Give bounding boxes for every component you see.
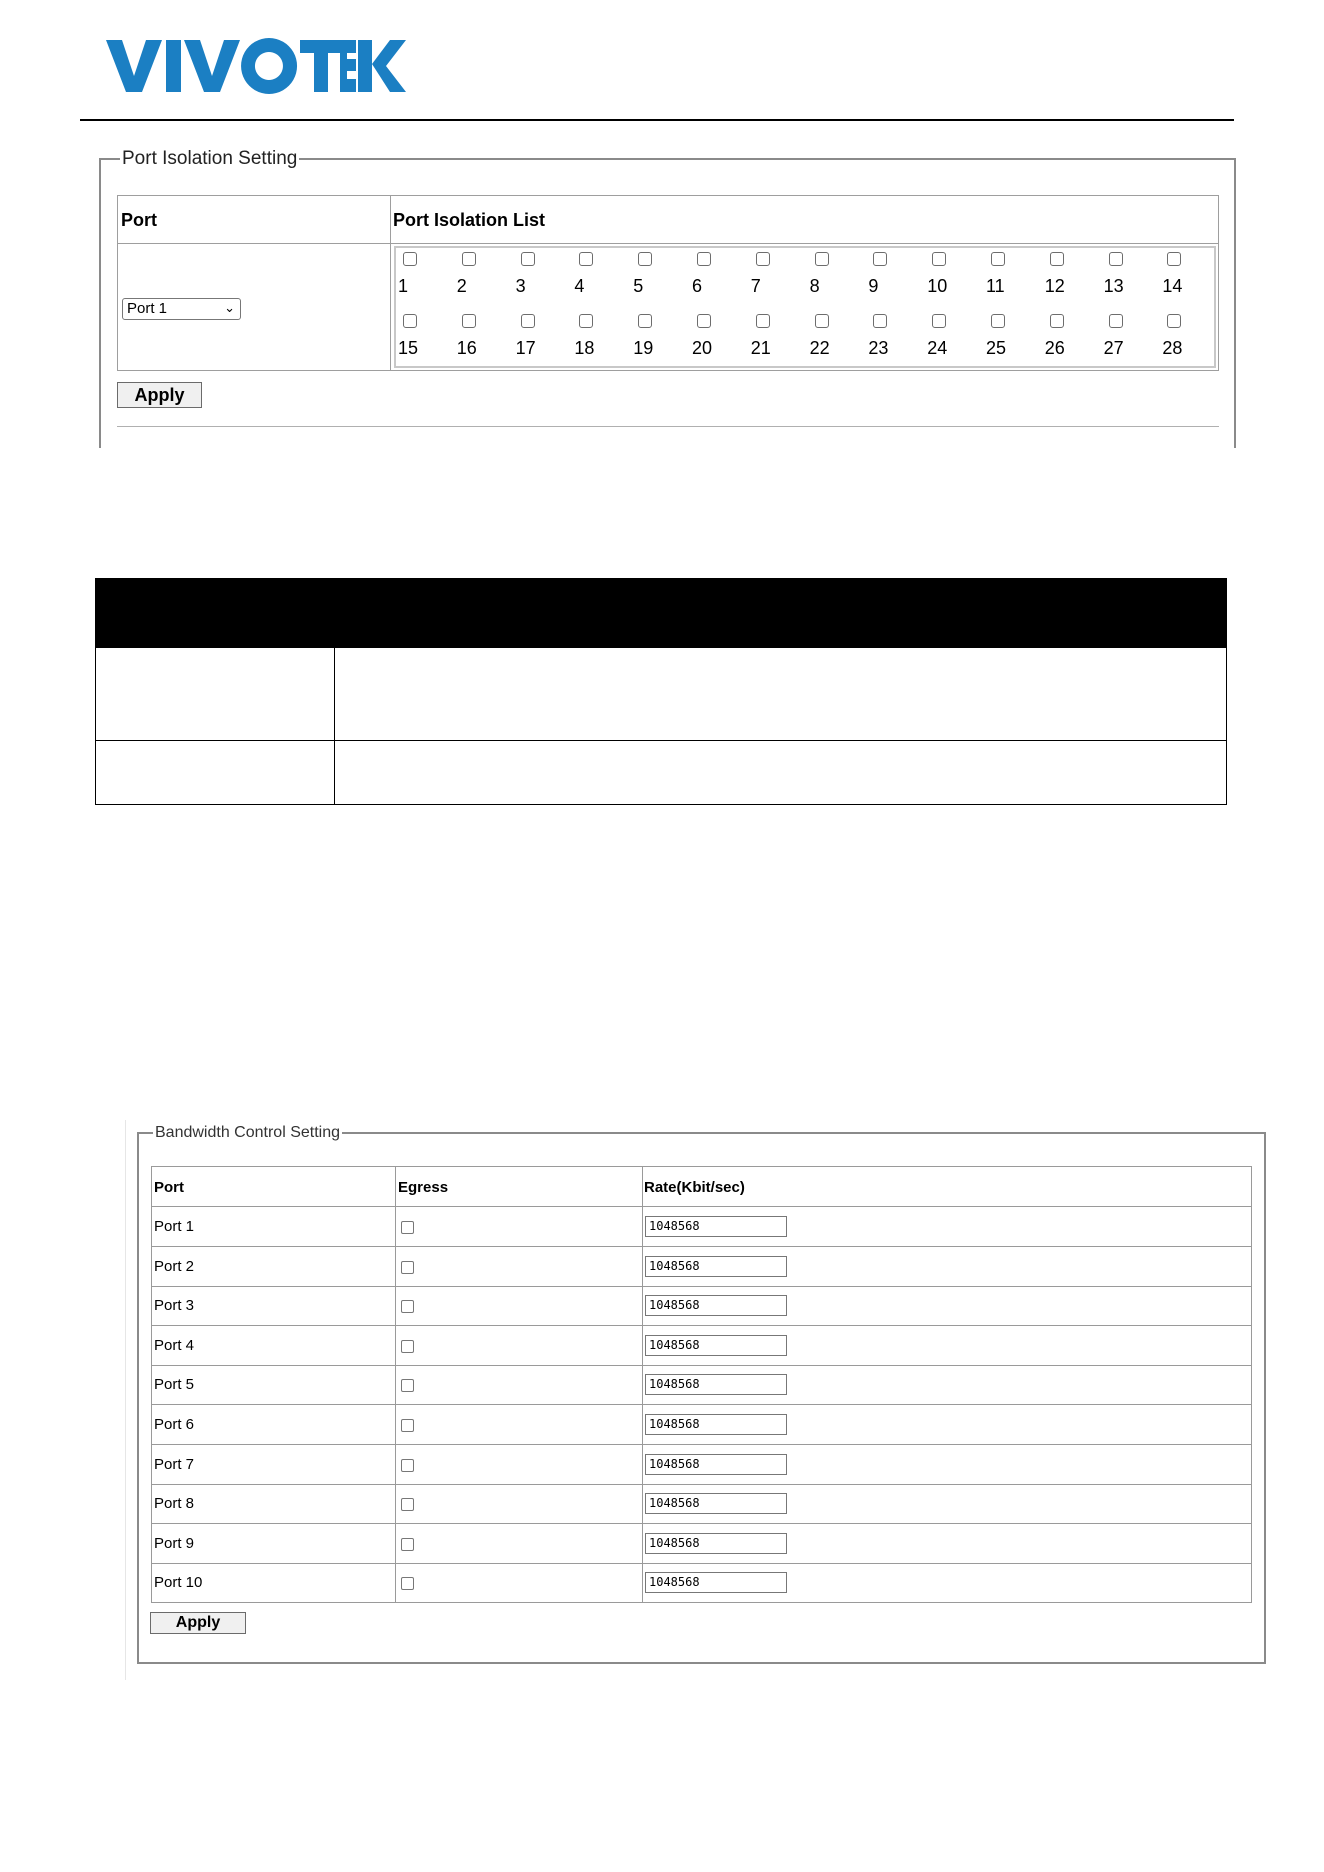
isolation-port-number: 6 xyxy=(692,276,703,296)
isolation-port-number: 26 xyxy=(1044,338,1065,358)
isolation-port-number: 21 xyxy=(750,338,771,358)
egress-checkbox[interactable] xyxy=(401,1577,414,1590)
port-label: Port 10 xyxy=(154,1574,203,1592)
egress-checkbox[interactable] xyxy=(401,1459,414,1472)
port-label: Port 4 xyxy=(154,1336,195,1354)
egress-checkbox[interactable] xyxy=(401,1498,414,1511)
isolation-port-item xyxy=(631,310,690,370)
isolation-port-item xyxy=(514,248,573,308)
isolation-port-item xyxy=(984,248,1043,308)
isolation-port-checkbox[interactable] xyxy=(873,252,887,266)
isolation-port-item xyxy=(455,310,514,370)
isolation-port-number: 25 xyxy=(986,338,1007,358)
rate-input[interactable]: 1048568 xyxy=(645,1335,787,1356)
rate-input[interactable]: 1048568 xyxy=(645,1295,787,1316)
isolation-port-item xyxy=(808,310,867,370)
isolation-port-number: 2 xyxy=(456,276,467,296)
isolation-port-checkbox[interactable] xyxy=(1167,314,1181,328)
section-divider xyxy=(117,426,1219,427)
isolation-port-item xyxy=(1043,310,1102,370)
port-isolation-legend: Port Isolation Setting xyxy=(122,148,298,169)
isolation-port-item xyxy=(925,310,984,370)
isolation-port-number: 8 xyxy=(809,276,820,296)
port-isolation-table xyxy=(117,195,1219,371)
port-isolation-apply-button[interactable]: Apply xyxy=(117,382,202,408)
rate-input[interactable]: 1048568 xyxy=(645,1216,787,1237)
isolation-port-checkbox[interactable] xyxy=(815,314,829,328)
isolation-port-number: 22 xyxy=(809,338,830,358)
isolation-port-checkbox[interactable] xyxy=(403,252,417,266)
isolation-port-number: 23 xyxy=(868,338,889,358)
isolation-port-number: 16 xyxy=(456,338,477,358)
isolation-port-checkbox[interactable] xyxy=(815,252,829,266)
description-table-header xyxy=(95,578,1227,648)
isolation-port-number: 28 xyxy=(1162,338,1183,358)
port-label: Port 1 xyxy=(154,1218,195,1235)
isolation-port-checkbox[interactable] xyxy=(1167,252,1181,266)
rate-input[interactable]: 1048568 xyxy=(645,1374,787,1395)
port-column-header: Port xyxy=(121,210,157,230)
isolation-port-item xyxy=(690,248,749,308)
port-label: Port 2 xyxy=(154,1257,195,1275)
isolation-port-checkbox[interactable] xyxy=(697,314,711,328)
table-header-row xyxy=(152,1167,1251,1207)
isolation-port-item xyxy=(631,248,690,308)
isolation-port-checkbox[interactable] xyxy=(991,314,1005,328)
table-row xyxy=(152,1207,1251,1247)
port-column-header: Port xyxy=(154,1179,184,1196)
table-row xyxy=(152,1524,1251,1564)
isolation-port-number: 1 xyxy=(398,276,409,296)
chevron-down-icon: ⌄ xyxy=(224,300,235,315)
isolation-list-column-header: Port Isolation List xyxy=(393,210,546,230)
isolation-port-item xyxy=(866,248,925,308)
isolation-port-checkbox[interactable] xyxy=(991,252,1005,266)
port-label: Port 9 xyxy=(154,1534,195,1552)
table-divider xyxy=(96,740,1226,741)
isolation-port-item xyxy=(749,248,808,308)
isolation-port-number: 4 xyxy=(574,276,585,296)
isolation-port-checkbox[interactable] xyxy=(932,314,946,328)
port-label: Port 5 xyxy=(154,1376,195,1394)
table-divider xyxy=(390,196,391,370)
isolation-port-item xyxy=(984,310,1043,370)
rate-input[interactable]: 1048568 xyxy=(645,1454,787,1475)
port-label: Port 7 xyxy=(154,1455,195,1473)
isolation-port-checkbox[interactable] xyxy=(873,314,887,328)
isolation-port-item xyxy=(925,248,984,308)
isolation-port-item xyxy=(1102,248,1161,308)
isolation-port-item xyxy=(866,310,925,370)
table-divider xyxy=(334,648,335,804)
table-row xyxy=(152,1563,1251,1603)
isolation-port-checkbox[interactable] xyxy=(1109,314,1123,328)
isolation-port-checkbox[interactable] xyxy=(521,314,535,328)
isolation-port-number: 20 xyxy=(692,338,713,358)
isolation-port-number: 18 xyxy=(574,338,595,358)
isolation-port-item xyxy=(396,248,455,308)
egress-checkbox[interactable] xyxy=(401,1221,414,1234)
port-label: Port 8 xyxy=(154,1495,195,1513)
port-select[interactable] xyxy=(122,298,241,320)
table-row xyxy=(152,1247,1251,1287)
isolation-port-number: 24 xyxy=(927,338,948,358)
isolation-port-item xyxy=(808,248,867,308)
vivotek-logo xyxy=(106,38,406,94)
isolation-port-checkbox[interactable] xyxy=(932,252,946,266)
isolation-port-number: 19 xyxy=(633,338,654,358)
isolation-port-number: 5 xyxy=(633,276,644,296)
rate-column-header: Rate(Kbit/sec) xyxy=(644,1179,745,1196)
egress-checkbox[interactable] xyxy=(401,1419,414,1432)
header-divider xyxy=(80,119,1234,121)
isolation-port-item xyxy=(1160,248,1219,308)
egress-checkbox[interactable] xyxy=(401,1340,414,1353)
table-row xyxy=(152,1365,1251,1405)
table-divider xyxy=(118,243,1218,244)
rate-input[interactable]: 1048568 xyxy=(645,1572,787,1593)
rate-input[interactable]: 1048568 xyxy=(645,1493,787,1514)
egress-checkbox[interactable] xyxy=(401,1261,414,1274)
isolation-port-checkbox[interactable] xyxy=(462,314,476,328)
isolation-port-checkbox[interactable] xyxy=(1050,252,1064,266)
isolation-port-checkbox[interactable] xyxy=(638,314,652,328)
isolation-port-item xyxy=(1102,310,1161,370)
bandwidth-apply-button[interactable]: Apply xyxy=(150,1612,246,1634)
isolation-port-number: 11 xyxy=(986,276,1005,296)
isolation-port-number: 14 xyxy=(1162,276,1183,296)
isolation-port-checkbox[interactable] xyxy=(1050,314,1064,328)
isolation-port-number: 17 xyxy=(515,338,536,358)
isolation-port-item xyxy=(572,310,631,370)
egress-checkbox[interactable] xyxy=(401,1379,414,1392)
isolation-port-number: 12 xyxy=(1044,276,1065,296)
port-label: Port 3 xyxy=(154,1297,195,1315)
port-select-value: Port 1 xyxy=(127,300,168,317)
isolation-port-checkbox[interactable] xyxy=(756,314,770,328)
isolation-port-number: 27 xyxy=(1103,338,1124,358)
isolation-port-item xyxy=(749,310,808,370)
isolation-port-checkbox[interactable] xyxy=(462,252,476,266)
isolation-port-number: 3 xyxy=(515,276,526,296)
isolation-port-checkbox[interactable] xyxy=(579,252,593,266)
egress-column-header: Egress xyxy=(398,1179,449,1196)
isolation-port-number: 10 xyxy=(927,276,948,296)
isolation-port-checkbox[interactable] xyxy=(521,252,535,266)
screenshot-edge xyxy=(125,1120,126,1680)
rate-input[interactable]: 1048568 xyxy=(645,1414,787,1435)
isolation-port-checkbox[interactable] xyxy=(697,252,711,266)
table-row xyxy=(152,1484,1251,1524)
isolation-port-item xyxy=(396,310,455,370)
description-table xyxy=(95,648,1227,805)
isolation-port-item xyxy=(1160,310,1219,370)
table-row xyxy=(152,1326,1251,1366)
isolation-port-item xyxy=(572,248,631,308)
isolation-port-checkbox[interactable] xyxy=(756,252,770,266)
isolation-port-number: 7 xyxy=(750,276,761,296)
port-isolation-list xyxy=(394,246,1216,368)
table-row xyxy=(152,1286,1251,1326)
egress-checkbox[interactable] xyxy=(401,1538,414,1551)
port-label: Port 6 xyxy=(154,1416,195,1433)
bandwidth-table xyxy=(151,1166,1252,1603)
rate-input[interactable]: 1048568 xyxy=(645,1533,787,1554)
table-row xyxy=(152,1445,1251,1485)
table-row xyxy=(152,1405,1251,1445)
isolation-port-checkbox[interactable] xyxy=(579,314,593,328)
isolation-port-number: 13 xyxy=(1103,276,1124,296)
bandwidth-legend: Bandwidth Control Setting xyxy=(155,1124,340,1141)
isolation-port-number: 15 xyxy=(398,338,419,358)
isolation-port-item xyxy=(1043,248,1102,308)
rate-input[interactable]: 1048568 xyxy=(645,1256,787,1277)
egress-checkbox[interactable] xyxy=(401,1300,414,1313)
isolation-port-item xyxy=(690,310,749,370)
isolation-port-checkbox[interactable] xyxy=(1109,252,1123,266)
isolation-port-checkbox[interactable] xyxy=(403,314,417,328)
isolation-port-item xyxy=(514,310,573,370)
isolation-port-number: 9 xyxy=(868,276,879,296)
isolation-port-item xyxy=(455,248,514,308)
isolation-port-checkbox[interactable] xyxy=(638,252,652,266)
